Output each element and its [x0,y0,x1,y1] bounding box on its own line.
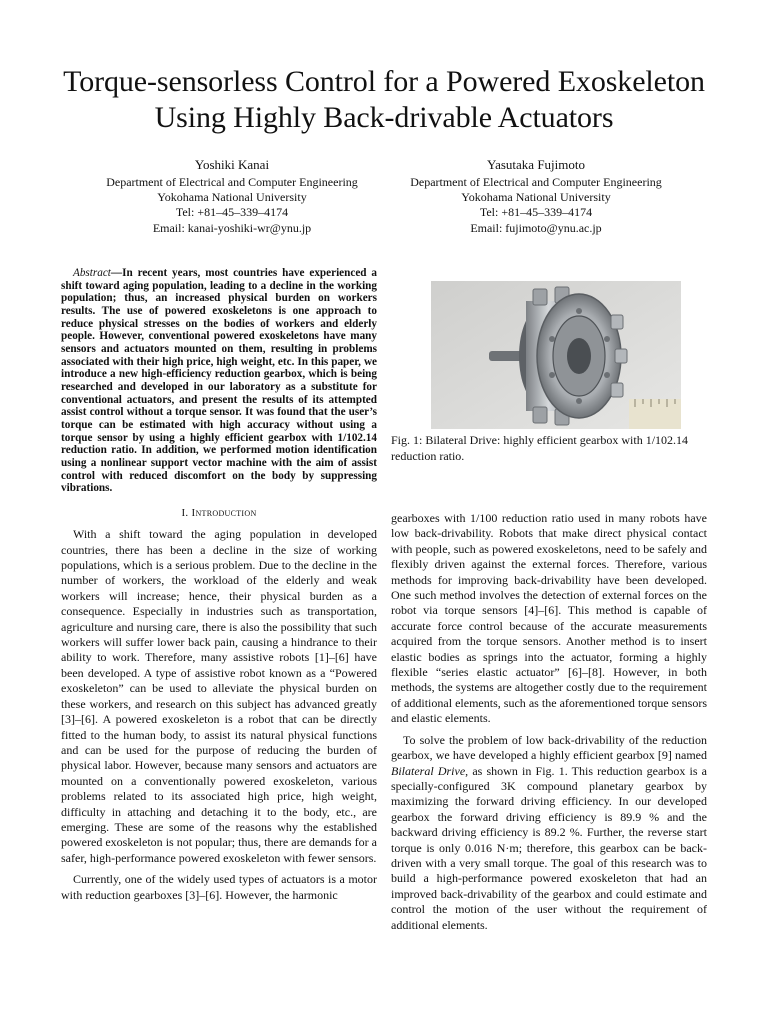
intro-paragraph-1: With a shift toward the aging population in developed countries, there has been a decline in the size of working populations, which is a serious problem. Due to the decline in the number of workers, the workload of the elderly and weak workers will increase; hence, their physical burden as a consequence. Especially in industries such as transportation, agriculture and nursing care, there is also the possibility that such workers will suffer lower back pain, causing a hindrance to their ability to work. Therefore, many assistive robots [1]–[6] have been developed. A type of assistive robot known as a “Powered exoskeleton” can be used to alleviate the physical burden on these workers, and research on this subject has advanced greatly [3]–[6]. A powered exoskeleton is a robot that can be directly fitted to the human body, to assist its natural physical functions and can be used for the purpose of reducing the burden of physical labor. However, because many sensors and actuators are mounted on a conventionally powered exoskeleton, various problems related to its associated high price, high weight, difficulty in attaching and detaching it to the body, etc., are emerging. These are some of the reasons why the established powered exoskeleton is not popular; thus, there are demands for a safer, high-performance powered exoskeleton with fewer sensors. [61,527,377,865]
author-email: Email: fujimoto@ynu.ac.jp [470,220,602,235]
paragraph-text: To solve the problem of low back-drivability of the reduction gearbox, we have developed a highly efficient gearbox [9] named [391,732,707,763]
author-tel: Tel: +81–45–339–4174 [175,205,289,220]
abstract [61,267,377,495]
author-department: Department of Electrical and Computer Engineering [106,175,358,189]
author-department: Department of Electrical and Computer Engineering [410,175,662,189]
figure-caption: Fig. 1: Bilateral Drive: highly efficient gearbox with 1/102.14 reduction ratio. [391,433,689,463]
left-column [61,267,377,909]
author-block-2 [371,157,701,236]
paragraph-text: , as shown in Fig. 1. This reduction gearbox is a specially-configured 3K compound planetary gearbox by maximizing the forward driving efficiency. In our developed gearbox the forward driving efficiency is 89.9 % and the backward driving efficiency is 89.2 %. Further, the reverse start torque is only 0.016 N·m; therefore, this gearbox can be back-driven with a very small torque. The goal of this research was to build a high-performance powered exoskeleton that had an improved back-drivability of the gearbox and could estimate and control the motion of the user without the requirement of additional elements. [391,763,708,932]
intro-paragraph-bilateral-drive [391,733,707,933]
author-university: Yokohama National University [461,190,611,205]
author-name: Yasutaka Fujimoto [487,157,585,172]
abstract-lead: Abstract [73,267,111,279]
abstract-text: —In recent years, most countries have experienced a shift toward aging population, leading to a decline in the working population; thus, an increased physical burden on workers results. The use of powered exoskeletons is one approach to reduce physical stresses on the bodies of workers and elderly people. However, conventional powered exoskeletons have many sensors and actuators mounted on them, resulting in problems associated with their high price, high weight, etc. In this paper, we introduce a new high-efficiency reduction gearbox, which is being researched and developed in our laboratory as a substitute for conventional actuators, and present the results of its attempted assist control without a torque sensor. It was found that the user’s torque can be estimated with high accuracy without using a torque sensor by using a highly efficient gearbox with 1/102.14 reduction ratio. In addition, we performed motion identification using a nonlinear support vector machine with the aim of assist control with reduced discomfort on the body by suppressing vibrations. [61,267,377,495]
intro-paragraph-2: Currently, one of the widely used types of actuators is a motor with reduction gearboxes [3]–[6]. However, the harmonic [61,872,377,902]
paper-title: Torque-sensorless Control for a Powered Exoskeleton Using Highly Back-drivable Actuators [63,65,705,134]
section-heading: I. Introduction [181,506,257,519]
intro-paragraph-continued: gearboxes with 1/100 reduction ratio used in many robots have low back-drivability. Robots that make direct physical contact with people, such as powered exoskeletons, need to be safely and flexibly driven against the external forces. Therefore, various methods for improving back-drivability have been developed. One such method involves the detection of external forces on the robot via torque sensors [4]–[6]. This method is capable of accurate force control because of the accurate measurements acquired from the torque sensors. Another method is to insert elastic bodies as springs into the actuator, forming a highly flexible “series elastic actuator” [6]–[8]. However, in both methods, the systems are altogether costly due to the requirement of additional elements, such as the aforementioned torque sensors and elastic elements. [391,511,707,726]
author-email: Email: kanai-yoshiki-wr@ynu.jp [152,220,312,235]
right-column [391,511,707,939]
author-name: Yoshiki Kanai [194,157,270,172]
author-university: Yokohama National University [157,190,307,205]
author-block-1 [67,157,397,236]
gearbox-photo [431,281,681,429]
author-tel: Tel: +81–45–339–4174 [479,205,593,220]
bilateral-drive-term: Bilateral Drive [391,763,466,778]
